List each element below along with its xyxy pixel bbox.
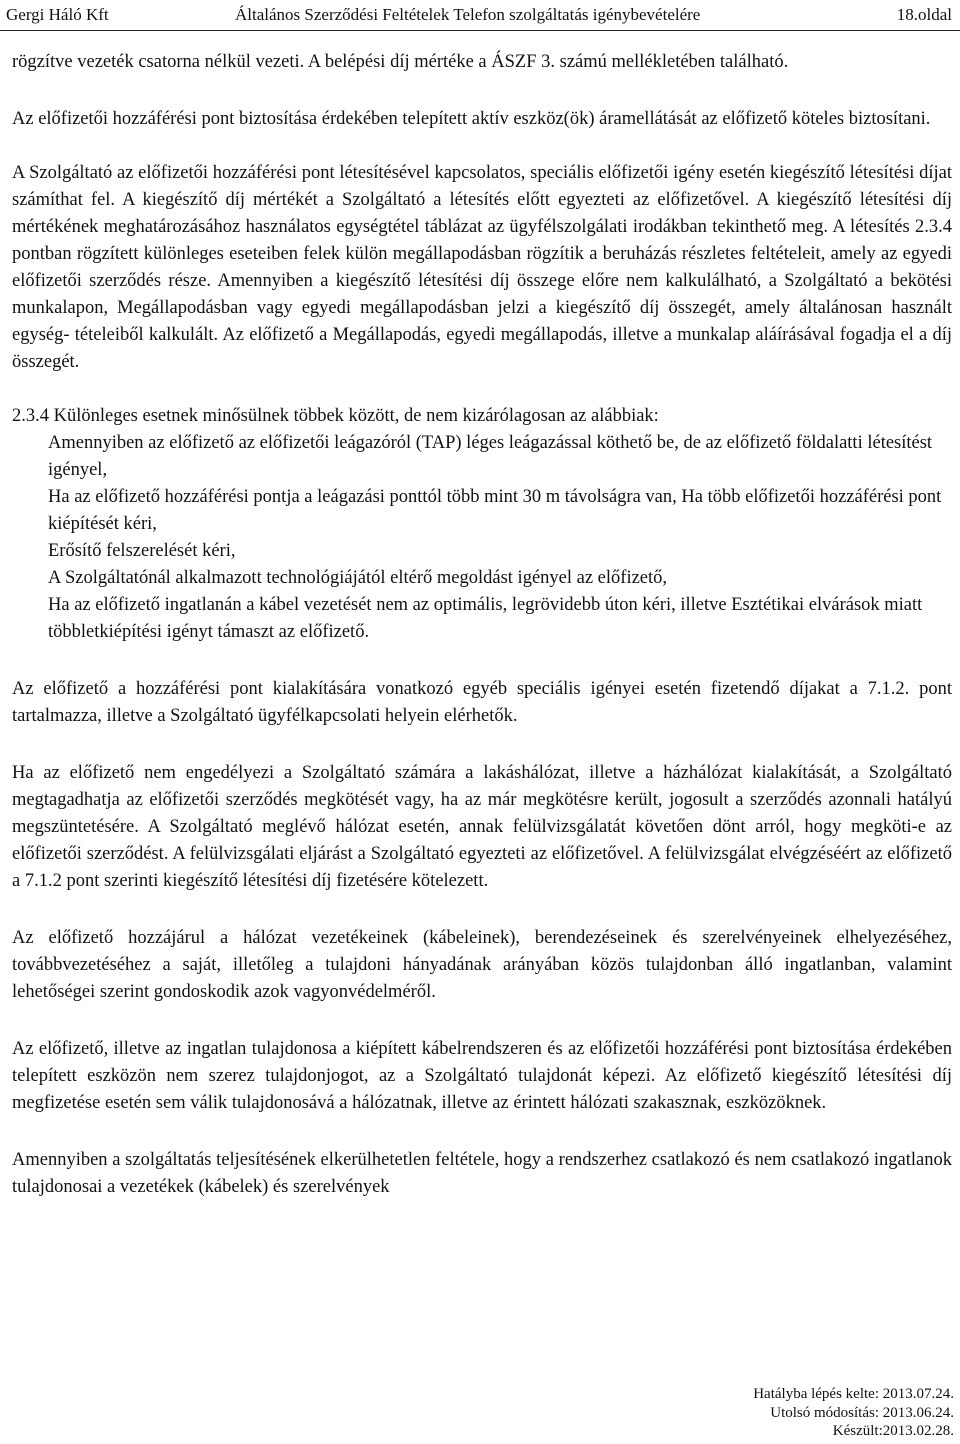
paragraph-5: Az előfizető a hozzáférési pont kialakítására vonatkozó egyéb speciális igényei esetén fizetendő díjakat a 7.1.2. pont tartalmazza, illetve a Szolgáltató ügyfélkapcsolati helyein elérhetők. <box>12 679 952 726</box>
footer-effective-date: Hatályba lépés kelte: 2013.07.24. <box>753 1386 954 1402</box>
list-item: A Szolgáltatónál alkalmazott technológiájától eltérő megoldást igényel az előfizető, <box>48 568 668 588</box>
header-company: Gergi Háló Kft <box>6 5 109 24</box>
page-footer <box>753 1385 954 1441</box>
paragraph-2: Az előfizetői hozzáférési pont biztosítása érdekében telepített aktív eszköz(ök) áramellátását az előfizető köteles biztosítani. <box>12 109 931 129</box>
paragraph-special-cases: 2.3.4 Különleges esetnek minősülnek többek között, de nem kizárólagosan az alábbiak: <box>12 406 659 426</box>
list-item: Ha az előfizető hozzáférési pontja a leágazási ponttól több mint 30 m távolságra van, Ha több előfizetői hozzáférési pont kiépítését kéri, <box>48 487 942 534</box>
special-cases-list <box>12 430 952 646</box>
document-body <box>12 49 952 1201</box>
list-item: Ha az előfizető ingatlanán a kábel vezetését nem az optimális, legrövidebb úton kéri, illetve Esztétikai elvárások miatt többletkiépítési igényt támaszt az előfizető. <box>48 595 923 642</box>
footer-modified-date: Utolsó módosítás: 2013.06.24. <box>770 1404 954 1421</box>
footer-created-date: Készült:2013.02.28. <box>832 1423 954 1439</box>
paragraph-8: Az előfizető, illetve az ingatlan tulajdonosa a kiépített kábelrendszeren és az előfizetői hozzáférési pont biztosítása érdekében telepített eszközön nem szerez tulajdonjogot, az a Szolgáltató tulajdonát képezi. Az előfizető kiegészítő létesítési díj megfizetése esetén sem válik tulajdonosává a hálózatnak, illetve az érintett hálózati szakasznak, eszközöknek. <box>12 1039 952 1113</box>
paragraph-7: Az előfizető hozzájárul a hálózat vezetékeinek (kábeleinek), berendezéseinek és szerelvényeinek elhelyezéséhez, továbbvezetéséhez a saját, illetőleg a tulajdoni hányadának arányában közös tulajdonban álló ingatlanban, valamint lehetőségei szerint gondoskodik azok vagyonvédelméről. <box>12 928 952 1002</box>
page-header <box>0 0 960 30</box>
list-item: Amennyiben az előfizető az előfizetői leágazóról (TAP) léges leágazással köthető be, de az előfizető földalatti létesítést igényel, <box>48 433 933 480</box>
paragraph-1: rögzítve vezeték csatorna nélkül vezeti. A belépési díj mértéke a ÁSZF 3. számú mellékletében található. <box>12 52 789 72</box>
paragraph-3: A Szolgáltató az előfizetői hozzáférési pont létesítésével kapcsolatos, speciális előfizetői igény esetén kiegészítő létesítési díjat számíthat fel. A kiegészítő díj mértékét a Szolgáltató a létesítés előtt egyezteti az előfizetővel. A kiegészítő létesítési díj mértékének meghatározásához használatos egységtétel táblázat az ügyfélszolgálati irodákban tekinthető meg. A létesítés 2.3.4 pontban rögzített különleges eseteiben felek külön megállapodásban rögzítik a beruházás részletes feltételeit, amely az egyedi előfizetői szerződés része. Amennyiben a kiegészítő létesítési díj összege előre nem kalkulálható, a Szolgáltató a bekötési munkalapon, Megállapodásban vagy egyedi megállapodásban jelzi a kiegészítő díj összegét, amely általánosan használt egység- tételeiből kalkulált. Az előfizető a Megállapodás, egyedi megállapodás, illetve a munkalap aláírásával fogadja el a díj összegét. <box>12 163 952 372</box>
list-item: Erősítő felszerelését kéri, <box>48 541 236 561</box>
header-page-number: 18.oldal <box>896 5 952 24</box>
header-title: Általános Szerződési Feltételek Telefon szolgáltatás igénybevételére <box>235 5 701 24</box>
header-divider <box>0 30 960 31</box>
paragraph-9: Amennyiben a szolgáltatás teljesítésének elkerülhetetlen feltétele, hogy a rendszerhez csatlakozó és nem csatlakozó ingatlanok tulajdonosai a vezetékek (kábelek) és szerelvények <box>12 1150 952 1197</box>
paragraph-6: Ha az előfizető nem engedélyezi a Szolgáltató számára a lakáshálózat, illetve a házhálózat kialakítását, a Szolgáltató megtagadhatja az előfizetői szerződés megkötését vagy, ha az már megkötésre került, jogosult a szerződés azonnali hatályú megszüntetésére. A Szolgáltató meglévő hálózat esetén, annak felülvizsgálatát követően dönt arról, hogy megköti-e az előfizetői szerződést. A felülvizsgálati eljárást a Szolgáltató egyezteti az előfizetővel. A felülvizsgálat elvégzéséért az előfizető a 7.1.2 pont szerinti kiegészítő létesítési díj fizetésére kötelezett. <box>12 763 952 891</box>
